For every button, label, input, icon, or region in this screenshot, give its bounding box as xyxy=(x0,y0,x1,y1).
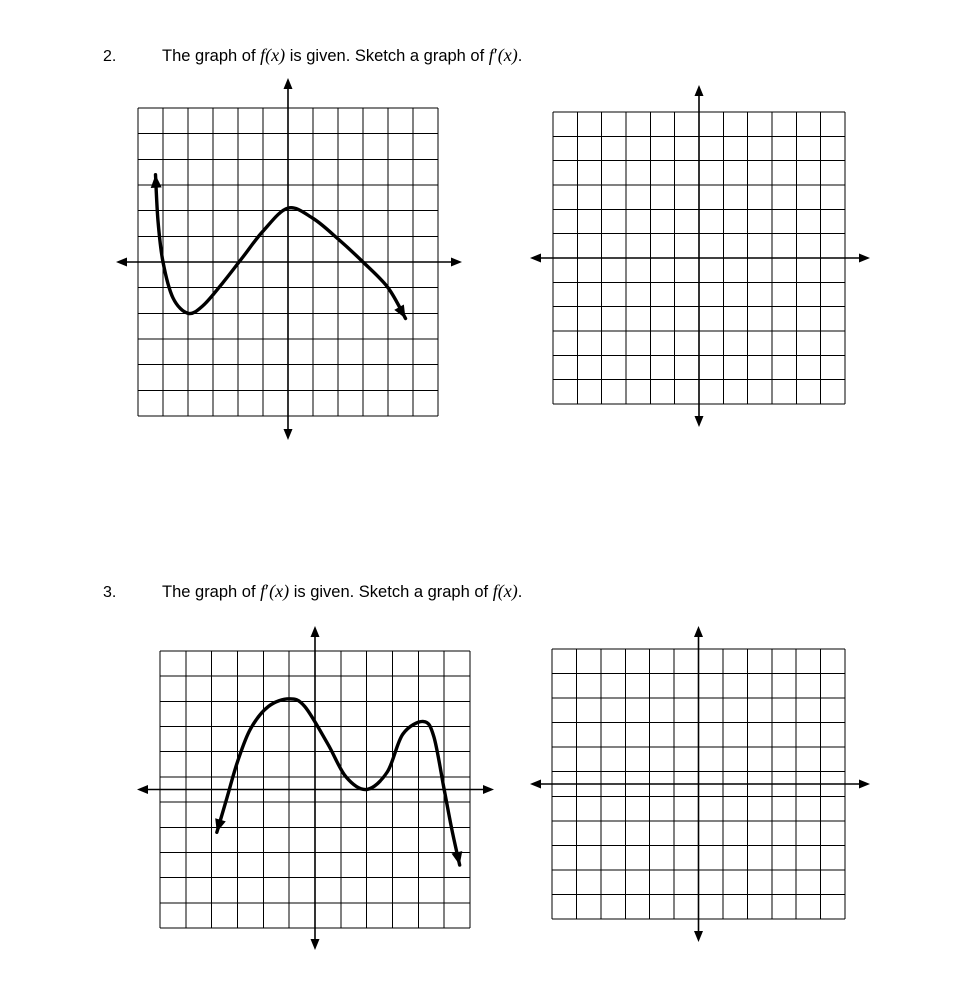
given-function: f′(x) xyxy=(260,581,290,601)
y-axis-up-arrow xyxy=(694,626,703,637)
y-axis-down-arrow xyxy=(694,931,703,942)
prompt-text: The graph of xyxy=(162,47,256,65)
x-axis-right-arrow xyxy=(859,780,870,789)
prompt-text: is given. Sketch a graph of xyxy=(293,583,489,601)
problem-2-number: 2. xyxy=(103,48,117,65)
given-function: f(x) xyxy=(260,45,286,65)
problem-3-number: 3. xyxy=(103,584,117,601)
problem-3-prompt: The graph of f′(x) is given. Sketch a graph of f(x). xyxy=(162,581,523,601)
target-function: f(x) xyxy=(492,581,518,601)
prompt-text: The graph of xyxy=(162,583,256,601)
x-axis-left-arrow xyxy=(530,780,541,789)
target-function: f′(x) xyxy=(488,45,518,65)
prompt-text: is given. Sketch a graph of xyxy=(289,47,485,65)
problem-2-prompt: The graph of f(x) is given. Sketch a graph of f′(x). xyxy=(162,45,523,65)
